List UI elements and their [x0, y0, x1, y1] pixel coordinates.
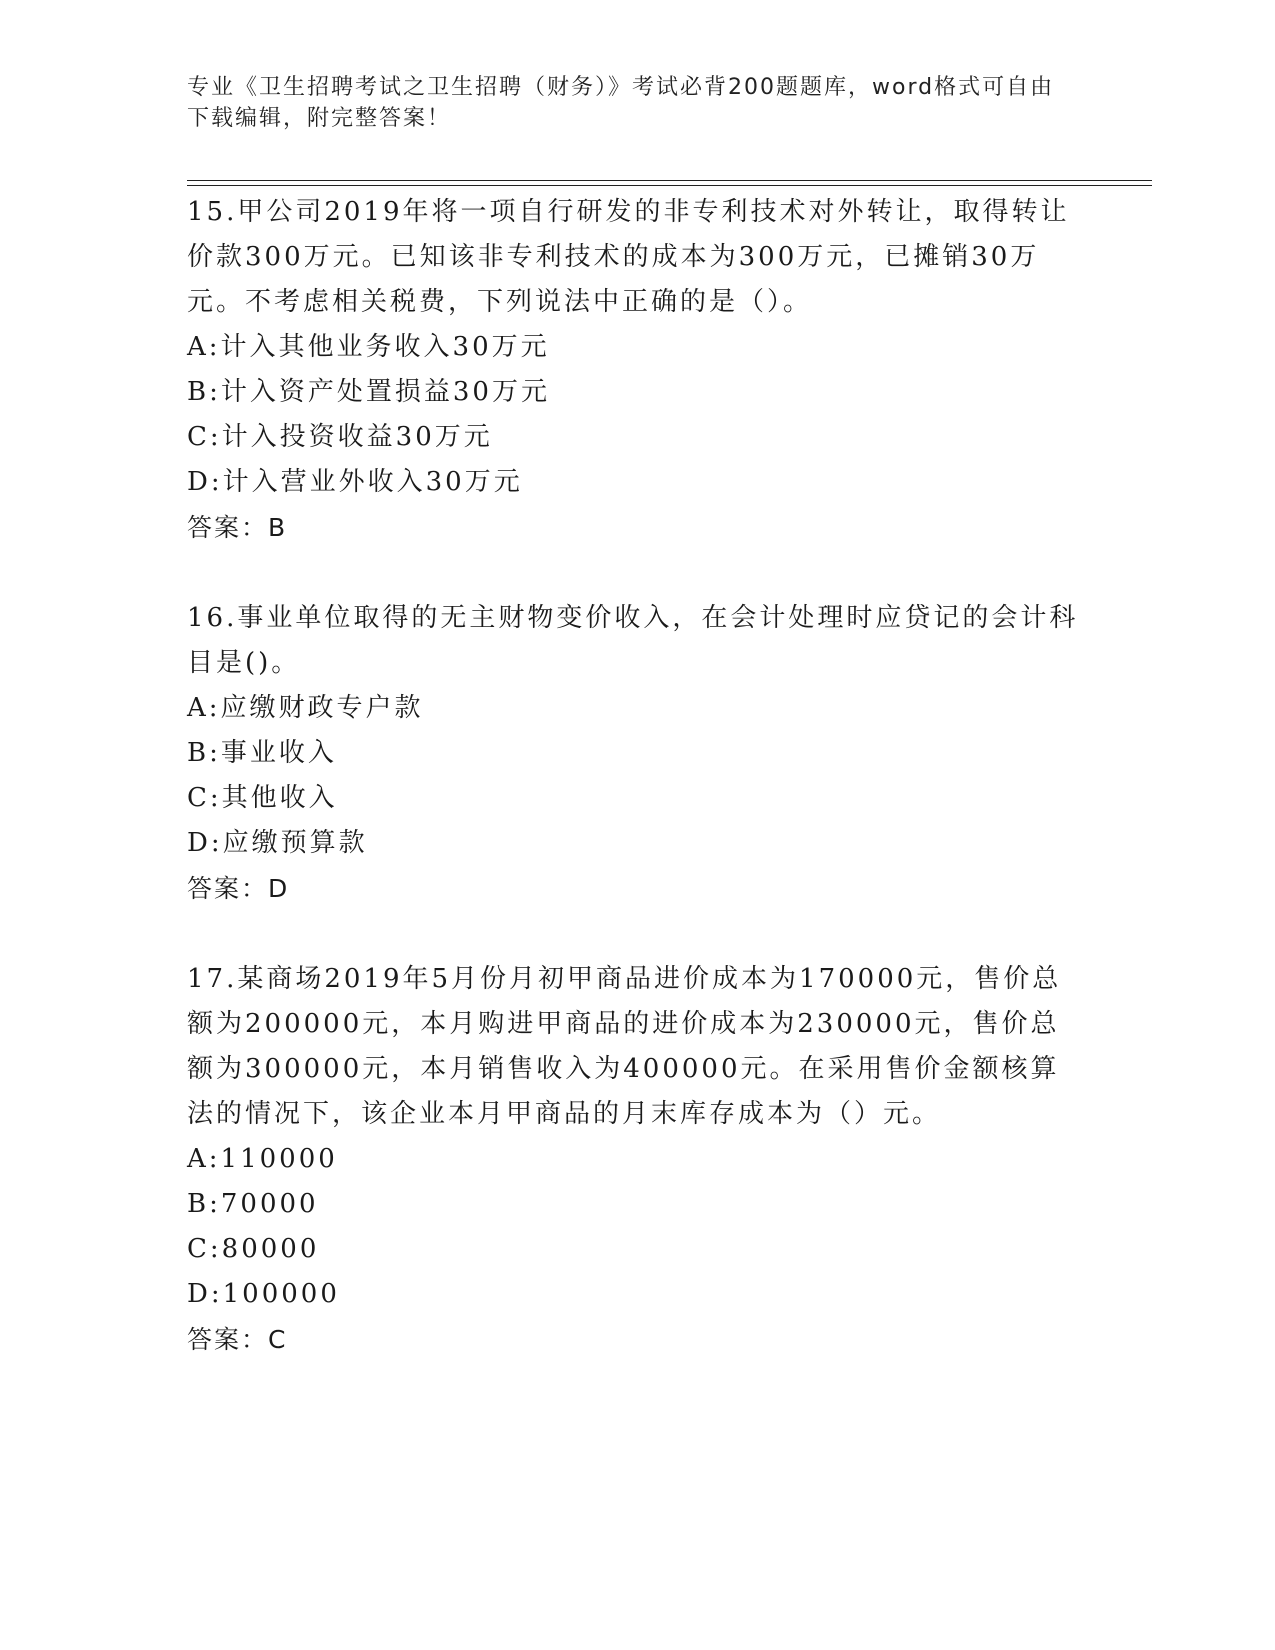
- question-list: [187, 190, 1087, 1408]
- option-a: A:应缴财政专户款: [187, 693, 424, 723]
- option-a: A:计入其他业务收入30万元: [187, 332, 550, 362]
- option-c: C:其他收入: [187, 783, 338, 813]
- answer-label: 答案：C: [187, 1325, 288, 1354]
- option-c: C:80000: [187, 1234, 320, 1264]
- header-divider-bottom: [187, 185, 1152, 186]
- question-text: 15.甲公司2019年将一项自行研发的非专利技术对外转让，取得转让价款300万元。已知该非专利技术的成本为300万元，已摊销30万元。不考虑相关税费，下列说法中正确的是（）。: [187, 197, 1070, 317]
- option-d: D:100000: [187, 1279, 340, 1309]
- question-text: 17.某商场2019年5月份月初甲商品进价成本为170000元，售价总额为200000元，本月购进甲商品的进价成本为230000元，售价总额为300000元，本月销售收入为400000元。在采用售价金额核算法的情况下，该企业本月甲商品的月末库存成本为（）元。: [187, 964, 1062, 1129]
- option-b: B:事业收入: [187, 738, 337, 768]
- option-c: C:计入投资收益30万元: [187, 422, 493, 452]
- question-17: [187, 957, 1087, 1362]
- question-16: [187, 596, 1087, 911]
- question-15: [187, 190, 1087, 550]
- answer-label: 答案：B: [187, 513, 288, 542]
- document-header: 专业《卫生招聘考试之卫生招聘（财务）》考试必背200题题库，word格式可自由下载编辑，附完整答案！: [187, 75, 1055, 131]
- header-divider-top: [187, 180, 1152, 181]
- option-b: B:70000: [187, 1189, 319, 1219]
- answer-label: 答案：D: [187, 874, 290, 903]
- option-b: B:计入资产处置损益30万元: [187, 377, 550, 407]
- question-text: 16.事业单位取得的无主财物变价收入，在会计处理时应贷记的会计科目是()。: [187, 603, 1079, 678]
- option-d: D:应缴预算款: [187, 828, 368, 858]
- option-a: A:110000: [187, 1144, 338, 1174]
- option-d: D:计入营业外收入30万元: [187, 467, 523, 497]
